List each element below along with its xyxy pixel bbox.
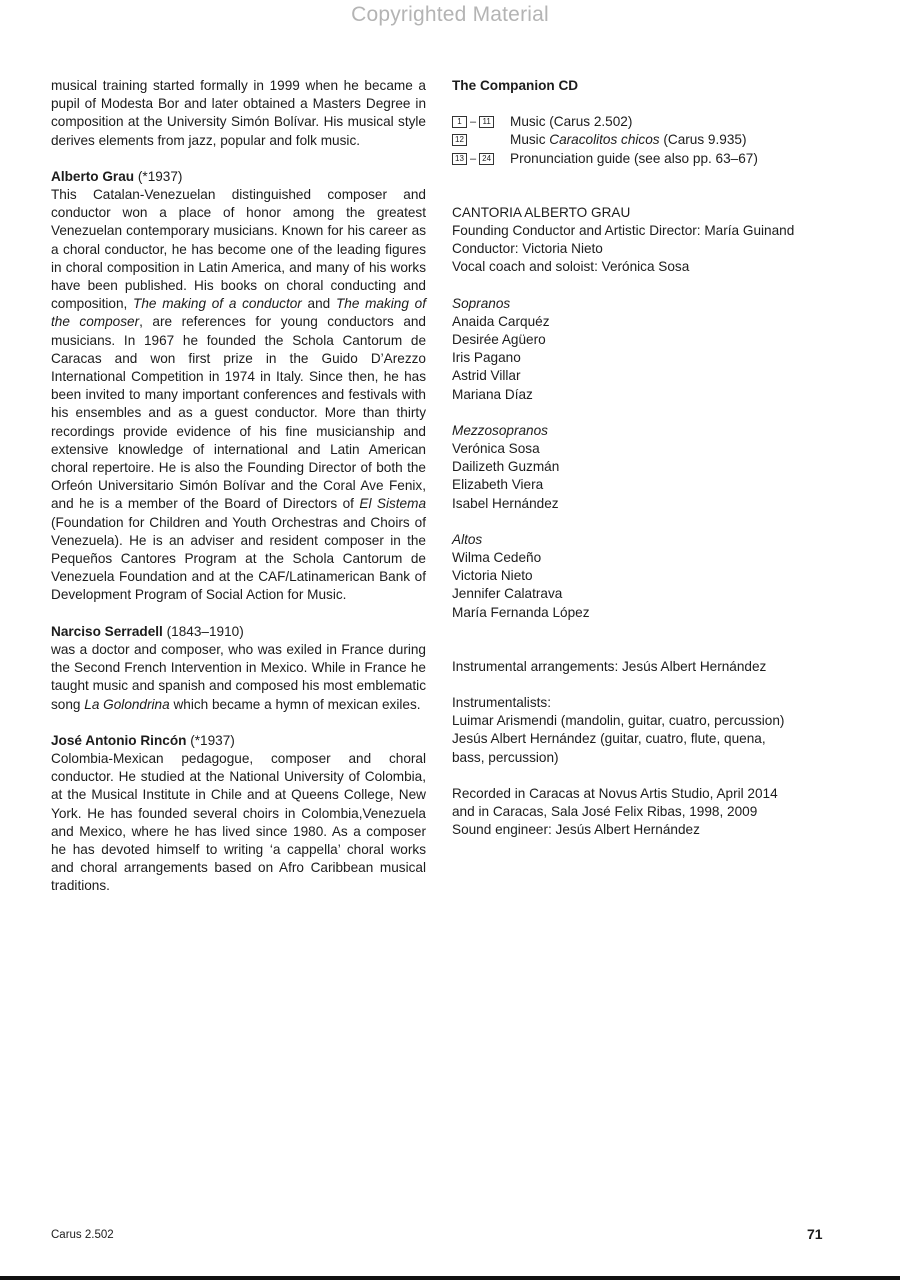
mezzos-label-text: Mezzosopranos bbox=[452, 422, 548, 438]
list-item: María Fernanda López bbox=[452, 604, 590, 620]
vocal-coach: Vocal coach and soloist: Verónica Sosa bbox=[452, 259, 690, 275]
list-item: Iris Pagano bbox=[452, 350, 521, 366]
conductor: Conductor: Victoria Nieto bbox=[452, 241, 603, 257]
grau-bio-part2: , are references for young conductors and musicians. In 1967 he founded the Schola Cantorum de Caracas and won first prize in the Guido D’Arezzo International Competition in 1974 in Italy. Since then, he has been invited to many important conferences and festivals with his ensembles and as a guest conductor. More than thirty recordings provide evidence of his fine musicianship and extensive knowledge of international and Latin American choral repertoire. He is also the Founding Director of both the Orfeón Universitario Simón Bolívar and the Coral Ave Fenix, and he is a member of the Board of Directors of bbox=[51, 314, 426, 512]
serradell-bio bbox=[51, 641, 426, 714]
track-text-italic: Caracolitos chicos bbox=[549, 132, 660, 148]
list-item: Verónica Sosa bbox=[452, 441, 540, 456]
track-box-icon: 11 bbox=[479, 116, 494, 128]
page-number: 71 bbox=[807, 1226, 823, 1242]
grau-heading bbox=[51, 168, 426, 186]
track-range bbox=[452, 113, 502, 131]
altos-label-text: Altos bbox=[452, 531, 483, 547]
list-item: Anaida Carquéz bbox=[452, 313, 550, 329]
copyright-watermark: Copyrighted Material bbox=[351, 3, 549, 26]
recording-info: and in Caracas, Sala José Felix Ribas, 1998, 2009 bbox=[452, 804, 758, 820]
grau-bio-part1: This Catalan-Venezuelan distinguished composer and conductor won a place of honor among the greatest Venezuelan contemporary musicians. Known for his career as a choral conductor, he has become one of the leading figures in choral composition in Latin America, and many of his works have been published. His books on choral conducting and composition, bbox=[51, 187, 426, 312]
list-item: Dailizeth Guzmán bbox=[452, 459, 560, 475]
track-range bbox=[452, 150, 502, 168]
altos-label bbox=[452, 531, 857, 549]
track-row bbox=[452, 150, 857, 168]
serradell-name: Narciso Serradell bbox=[51, 623, 163, 639]
sopranos-label bbox=[452, 295, 857, 313]
track-row bbox=[452, 131, 857, 149]
cd-title: The Companion CD bbox=[452, 78, 579, 93]
list-item: Mariana Díaz bbox=[452, 386, 533, 402]
list-item: Isabel Hernández bbox=[452, 495, 559, 511]
list-item: Desirée Agüero bbox=[452, 331, 546, 347]
instrumentalist-cont: bass, percussion) bbox=[452, 749, 559, 765]
track-text: Pronunciation guide (see also pp. 63–67) bbox=[510, 150, 758, 166]
track-text-post: (Carus 9.935) bbox=[659, 132, 747, 148]
list-item: Victoria Nieto bbox=[452, 568, 533, 584]
track-box-icon: 24 bbox=[479, 153, 494, 165]
rincon-bio: Colombia-Mexican pedagogue, composer and choral conductor. He studied at the National University of Colombia, at the Musical Institute in Chile and at Queens College, New York. He has founded several choirs in Colombia,Venezuela and Mexico, where he has lived since 1980. As a composer he has devoted himself to writing ‘a cappella’ choral works and choral arrangements based on Afro Caribbean musical traditions. bbox=[51, 750, 426, 894]
track-range bbox=[452, 134, 502, 146]
track-row bbox=[452, 113, 857, 131]
el-sistema-title: El Sistema bbox=[359, 496, 426, 512]
book-title-composer: The making of the composer bbox=[51, 296, 426, 330]
footer-catalog: Carus 2.502 bbox=[51, 1229, 114, 1241]
serradell-bio-part1: was a doctor and composer, who was exiled in France during the Second French Intervention in Mexico. While in France he taught music and spanish and composed his most emblematic song bbox=[51, 641, 426, 712]
rincon-dates: (*1937) bbox=[186, 732, 235, 748]
left-column bbox=[51, 77, 426, 896]
track-box-icon: 1 bbox=[452, 116, 467, 128]
grau-bio-part3: (Foundation for Children and Youth Orchestras and Choirs of Venezuela). He is an adviser and resident composer in the Pequeños Cantores Program at the Schola Cantorum de Venezuela Foundation and at the CAF/Latinamerican Bank of Development Program of Social Action for Music. bbox=[51, 514, 426, 603]
track-text-pre: Music bbox=[510, 132, 550, 148]
right-column bbox=[452, 77, 857, 839]
instrumentalist: Jesús Albert Hernández (guitar, cuatro, flute, quena, bbox=[452, 731, 766, 747]
instrumentalist: Luimar Arismendi (mandolin, guitar, cuatro, percussion) bbox=[452, 713, 785, 729]
choir-name: CANTORIA ALBERTO GRAU bbox=[452, 204, 631, 220]
bottom-divider bbox=[0, 1276, 900, 1280]
grau-bio bbox=[51, 186, 426, 605]
list-item: Wilma Cedeño bbox=[452, 550, 542, 566]
intro-paragraph: musical training started formally in 1999 when he became a pupil of Modesta Bor and later obtained a Masters Degree in composition at the University Simón Bolívar. His musical style derives elements from jazz, popular and folk music. bbox=[51, 78, 426, 148]
track-box-icon: 12 bbox=[452, 134, 467, 146]
serradell-dates: (1843–1910) bbox=[162, 623, 244, 639]
track-box-icon: 13 bbox=[452, 153, 467, 165]
list-item: Elizabeth Viera bbox=[452, 477, 544, 493]
rincon-heading bbox=[51, 732, 426, 750]
serradell-heading bbox=[51, 623, 426, 641]
rincon-name: José Antonio Rincón bbox=[51, 732, 187, 748]
song-title: La Golondrina bbox=[84, 696, 170, 712]
track-text: Music (Carus 2.502) bbox=[510, 114, 633, 130]
list-item: Astrid Villar bbox=[452, 368, 521, 384]
grau-name: Alberto Grau bbox=[51, 168, 135, 184]
book-title-conductor: The making of a conductor bbox=[133, 296, 302, 312]
range-dash: – bbox=[470, 116, 477, 129]
grau-dates: (*1937) bbox=[134, 168, 183, 184]
instrumentalists-label: Instrumentalists: bbox=[452, 695, 551, 711]
serradell-bio-part2: which became a hymn of mexican exiles. bbox=[169, 696, 421, 712]
grau-bio-and: and bbox=[301, 296, 336, 312]
founding-director: Founding Conductor and Artistic Director: María Guinand bbox=[452, 222, 795, 238]
range-dash: – bbox=[470, 152, 477, 165]
track-text bbox=[510, 131, 746, 149]
list-item: Jennifer Calatrava bbox=[452, 586, 563, 602]
sopranos-label-text: Sopranos bbox=[452, 295, 511, 311]
sound-engineer: Sound engineer: Jesús Albert Hernández bbox=[452, 822, 700, 838]
mezzos-label bbox=[452, 422, 857, 440]
recording-info: Recorded in Caracas at Novus Artis Studio, April 2014 bbox=[452, 785, 778, 801]
arrangements: Instrumental arrangements: Jesús Albert Hernández bbox=[452, 658, 767, 674]
